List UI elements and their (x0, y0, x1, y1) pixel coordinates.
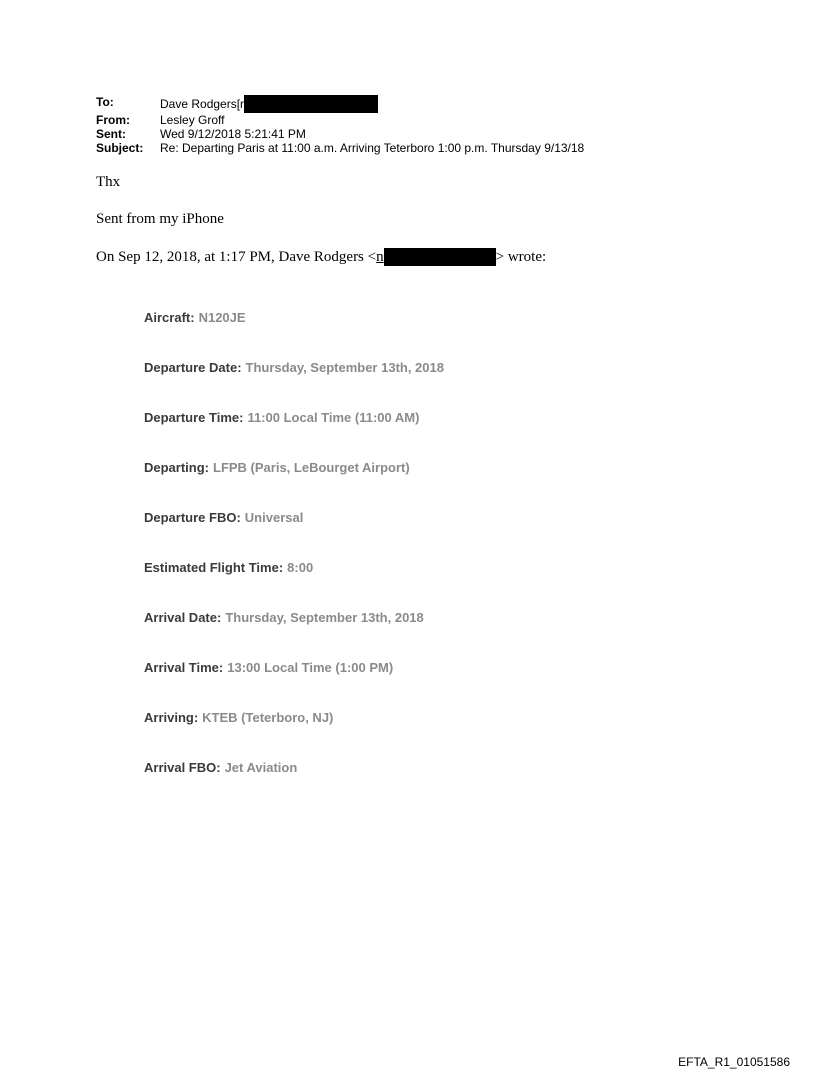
detail-label: Estimated Flight Time: (144, 560, 284, 575)
detail-value: LFPB (Paris, LeBourget Airport) (213, 460, 410, 475)
to-label: To: (96, 95, 114, 109)
sent-value: Wed 9/12/2018 5:21:41 PM (160, 127, 306, 141)
email-header (96, 95, 584, 155)
subject-row (96, 141, 584, 155)
detail-value: Universal (244, 510, 304, 525)
from-label: From: (96, 113, 130, 127)
subject-value: Re: Departing Paris at 11:00 a.m. Arriving Teterboro 1:00 p.m. Thursday 9/13/18 (160, 141, 585, 155)
detail-label: Departure Time: (144, 410, 244, 425)
detail-row (144, 710, 444, 760)
detail-value: 13:00 Local Time (1:00 PM) (227, 660, 394, 675)
redaction-bar (384, 248, 496, 266)
quote-line (96, 248, 546, 266)
detail-value: N120JE (198, 310, 246, 325)
to-value: Dave Rodgers[r (160, 97, 245, 111)
sent-row (96, 127, 584, 141)
reply-text: Thx (96, 174, 121, 190)
detail-value: Jet Aviation (224, 760, 298, 775)
detail-value: KTEB (Teterboro, NJ) (202, 710, 334, 725)
detail-row (144, 310, 444, 360)
detail-row (144, 610, 444, 660)
detail-value: Thursday, September 13th, 2018 (225, 610, 424, 625)
to-row (96, 95, 584, 113)
detail-row (144, 560, 444, 610)
detail-label: Departure Date: (144, 360, 242, 375)
detail-label: Arrival FBO: (144, 760, 221, 775)
from-value: Lesley Groff (160, 113, 225, 127)
quoted-email-link[interactable]: n (376, 248, 384, 265)
flight-details (144, 310, 444, 810)
quote-suffix: > wrote: (495, 248, 547, 265)
redaction-bar (244, 95, 378, 113)
detail-value: 11:00 Local Time (11:00 AM) (247, 410, 420, 425)
detail-label: Departing: (144, 460, 209, 475)
signature-text: Sent from my iPhone (96, 211, 224, 227)
quote-prefix: On Sep 12, 2018, at 1:17 PM, Dave Rodgers < (96, 248, 377, 265)
sent-label: Sent: (96, 127, 126, 141)
detail-row (144, 660, 444, 710)
detail-row (144, 510, 444, 560)
detail-label: Arrival Time: (144, 660, 224, 675)
detail-label: Arriving: (144, 710, 199, 725)
detail-value: 8:00 (287, 560, 314, 575)
subject-label: Subject: (96, 141, 144, 155)
detail-label: Aircraft: (144, 310, 195, 325)
detail-label: Arrival Date: (144, 610, 222, 625)
from-row (96, 113, 584, 127)
document-id: EFTA_R1_01051586 (678, 1055, 790, 1069)
detail-row (144, 760, 444, 810)
detail-row (144, 460, 444, 510)
detail-label: Departure FBO: (144, 510, 241, 525)
detail-row (144, 410, 444, 460)
detail-value: Thursday, September 13th, 2018 (245, 360, 444, 375)
detail-row (144, 360, 444, 410)
